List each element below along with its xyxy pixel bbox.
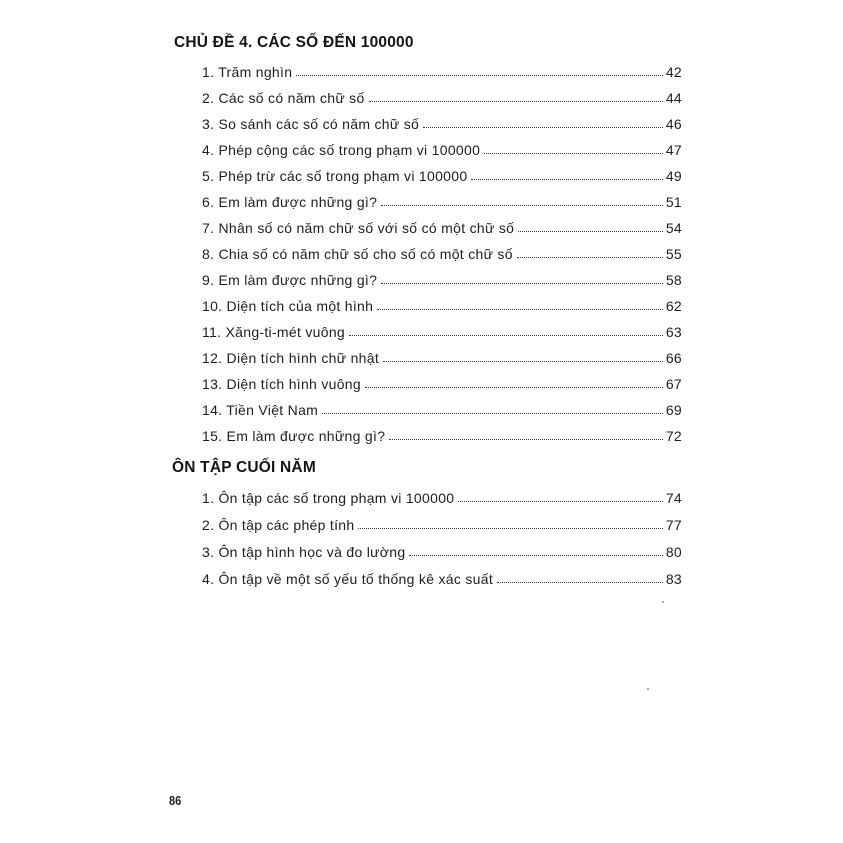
dot-leader (517, 257, 663, 258)
toc-entry[interactable] (202, 370, 682, 392)
toc-entry[interactable] (202, 266, 682, 288)
toc-entry-page: 47 (665, 142, 682, 158)
dot-leader (423, 127, 663, 128)
dot-leader (518, 231, 663, 232)
toc-entry[interactable] (202, 136, 682, 158)
toc-entry[interactable] (202, 292, 682, 314)
dot-leader (369, 101, 663, 102)
scan-speck (662, 601, 664, 603)
toc-entry-title: 8. Chia số có năm chữ số cho số có một chữ số (202, 246, 513, 262)
section-heading-on-tap-cuoi-nam: ÔN TẬP CUỐI NĂM (172, 459, 316, 476)
dot-leader (389, 439, 663, 440)
toc-entry-page: 69 (665, 402, 682, 418)
toc-entry-title: 2. Các số có năm chữ số (202, 90, 365, 106)
toc-entry-title: 11. Xăng-ti-mét vuông (202, 324, 346, 340)
toc-entry-page: 42 (665, 64, 682, 80)
dot-leader (377, 309, 663, 310)
toc-entry-title: 14. Tiền Việt Nam (202, 402, 319, 418)
toc-entry-page: 46 (665, 116, 682, 132)
toc-entry-title: 3. So sánh các số có năm chữ số (202, 116, 420, 132)
dot-leader (296, 75, 663, 76)
toc-entry-page: 72 (665, 428, 682, 444)
dot-leader (381, 205, 663, 206)
toc-entry-page: 55 (665, 246, 682, 262)
toc-entry-title: 4. Phép cộng các số trong phạm vi 100000 (202, 142, 481, 158)
toc-entry[interactable] (202, 318, 682, 340)
toc-entry-page: 62 (665, 298, 682, 314)
toc-entry[interactable] (202, 214, 682, 236)
dot-leader (365, 387, 663, 388)
toc-entry-title: 13. Diện tích hình vuông (202, 376, 361, 392)
toc-entry-page: 44 (665, 90, 682, 106)
toc-entry[interactable] (202, 484, 682, 506)
toc-entry[interactable] (202, 84, 682, 106)
dot-leader (322, 413, 663, 414)
toc-entry[interactable] (202, 162, 682, 184)
dot-leader (458, 501, 662, 502)
toc-entry-page: 74 (665, 490, 682, 506)
section-heading-chu-de-4: CHỦ ĐỀ 4. CÁC SỐ ĐẾN 100000 (174, 34, 414, 51)
toc-entry[interactable] (202, 396, 682, 418)
dot-leader (484, 153, 663, 154)
toc-entry[interactable] (202, 538, 682, 560)
toc-entry-title: 2. Ôn tập các phép tính (202, 517, 355, 533)
toc-entry[interactable] (202, 110, 682, 132)
toc-entry-page: 58 (665, 272, 682, 288)
toc-entry-page: 77 (665, 517, 682, 533)
toc-entry-title: 5. Phép trừ các số trong phạm vi 100000 (202, 168, 468, 184)
toc-entry-title: 10. Diện tích của một hình (202, 298, 374, 314)
toc-entry-title: 9. Em làm được những gì? (202, 272, 378, 288)
toc-entry-page: 66 (665, 350, 682, 366)
toc-entry-page: 54 (665, 220, 682, 236)
toc-entry[interactable] (202, 422, 682, 444)
toc-entry-title: 6. Em làm được những gì? (202, 194, 378, 210)
scan-speck (647, 688, 649, 690)
dot-leader (497, 582, 663, 583)
toc-entry[interactable] (202, 344, 682, 366)
toc-entry-page: 67 (665, 376, 682, 392)
dot-leader (358, 528, 662, 529)
toc-entry-title: 1. Ôn tập các số trong phạm vi 100000 (202, 490, 455, 506)
page-number: 86 (169, 793, 182, 808)
toc-entry[interactable] (202, 511, 682, 533)
toc-entry-title: 15. Em làm được những gì? (202, 428, 386, 444)
toc-entry-page: 51 (665, 194, 682, 210)
dot-leader (409, 555, 662, 556)
dot-leader (349, 335, 663, 336)
toc-entry-page: 63 (665, 324, 682, 340)
toc-entry[interactable] (202, 188, 682, 210)
toc-entry-title: 7. Nhân số có năm chữ số với số có một chữ số (202, 220, 515, 236)
dot-leader (471, 179, 662, 180)
dot-leader (383, 361, 663, 362)
toc-entry-page: 80 (665, 544, 682, 560)
toc-entry-title: 1. Trăm nghìn (202, 64, 293, 80)
toc-entry-title: 3. Ôn tập hình học và đo lường (202, 544, 406, 560)
toc-entry-title: 4. Ôn tập về một số yếu tố thống kê xác suất (202, 571, 494, 587)
toc-entry[interactable] (202, 58, 682, 80)
toc-entry[interactable] (202, 565, 682, 587)
toc-entry[interactable] (202, 240, 682, 262)
toc-entry-title: 12. Diện tích hình chữ nhật (202, 350, 380, 366)
dot-leader (381, 283, 663, 284)
toc-entry-page: 83 (665, 571, 682, 587)
toc-entry-page: 49 (665, 168, 682, 184)
